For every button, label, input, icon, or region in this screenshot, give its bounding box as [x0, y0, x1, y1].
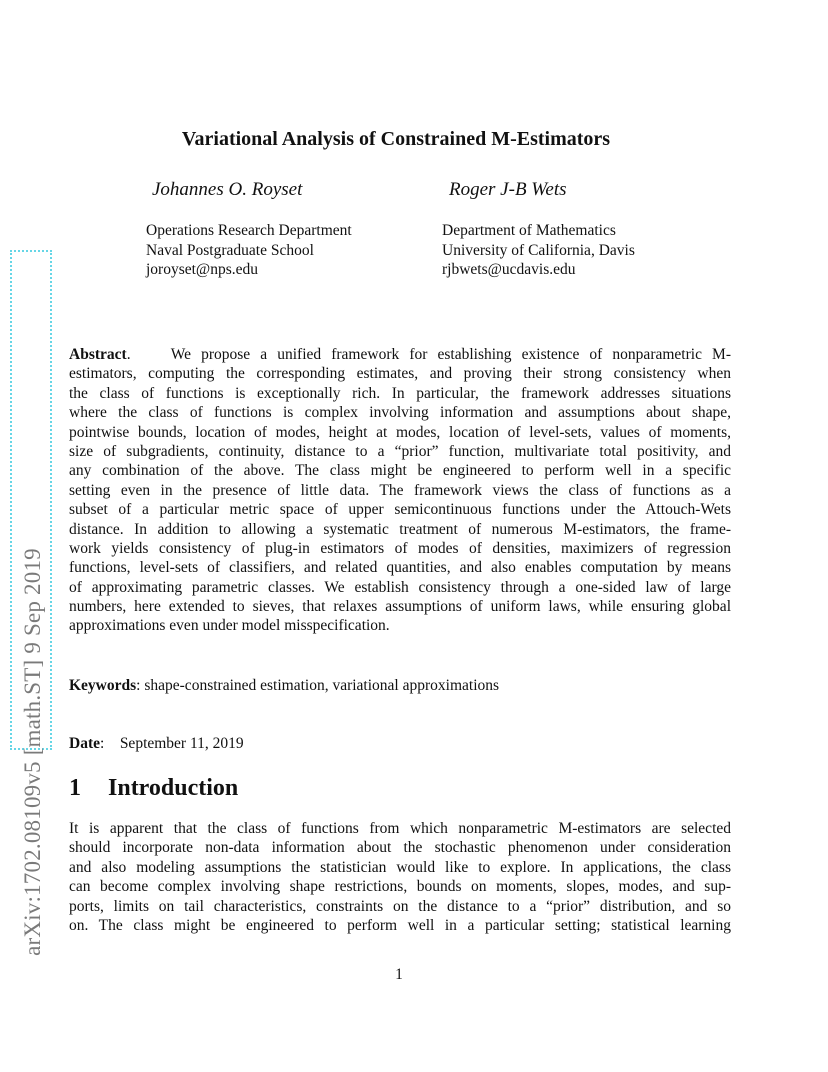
intro-line: should incorporate non-data information about the stochastic phenomenon under consideration — [69, 839, 731, 857]
abstract-line: estimators, computing the corresponding estimates, and proving their strong consistency when — [69, 365, 731, 383]
abstract-line: functions, level-sets of classifiers, and related quantities, and also enables computation by means — [69, 559, 731, 577]
intro-line: on. The class might be engineered to perform well in a particular setting; statistical learning — [69, 916, 731, 934]
paper-title: Variational Analysis of Constrained M-Estimators — [181, 128, 611, 150]
abstract-line: of approximating parametric classes. We establish consistency through a one-sided law of large — [69, 578, 731, 596]
abstract-line: Abstract. We propose a unified framework for establishing existence of nonparametric M- — [69, 346, 731, 363]
author-institution-2: University of California, Davis — [442, 241, 635, 259]
author-institution-1: Naval Postgraduate School — [146, 241, 314, 259]
keywords-text: shape-constrained estimation, variational approximations — [144, 677, 500, 694]
date-text: September 11, 2019 — [119, 735, 244, 752]
author-department-1: Operations Research Department — [146, 222, 352, 239]
abstract-line: setting even in the presence of little data. The framework views the class of functions as a — [69, 481, 731, 499]
author-email-1: joroyset@nps.edu — [146, 261, 258, 278]
abstract-line: where the class of functions is complex involving information and assumptions about shape, — [69, 404, 731, 422]
keywords-label: Keywords — [69, 677, 137, 694]
intro-line: ports, limits on tail characteristics, constraints on the distance to a “prior” distribution, and so — [69, 897, 731, 915]
intro-paragraph — [69, 819, 731, 935]
abstract-line: work yields consistency of plug-in estimators of modes of densities, maximizers of regression — [69, 539, 731, 557]
abstract-line: pointwise bounds, location of modes, height at modes, location of level-sets, values of moments, — [69, 423, 731, 441]
section-title: Introduction — [108, 775, 239, 801]
author-name-2: Roger J-B Wets — [449, 179, 567, 200]
abstract-line: subset of a particular metric space of upper semicontinuous functions under the Attouch-Wets — [69, 501, 731, 519]
abstract-line: any combination of the above. The class might be engineered to perform well in a specific — [69, 462, 731, 480]
intro-line: can become complex involving shape restrictions, bounds on moments, slopes, modes, and sup- — [69, 878, 731, 896]
abstract-line: numbers, here extended to sieves, that relaxes assumptions of uniform laws, while ensuring global — [69, 598, 731, 616]
author-department-2: Department of Mathematics — [442, 222, 616, 239]
date: Date: September 11, 2019 — [69, 735, 244, 752]
abstract-line: distance. In addition to allowing a systematic treatment of numerous M-estimators, the frame- — [69, 520, 731, 538]
abstract-line: approximations even under model misspecification. — [69, 617, 390, 635]
intro-line: and also modeling assumptions the statistician would like to explore. In applications, the class — [69, 858, 731, 876]
author-name-1: Johannes O. Royset — [152, 179, 303, 200]
section-number: 1 — [69, 775, 81, 801]
abstract-line: the class of functions is exceptionally rich. In particular, the framework addresses situations — [69, 384, 731, 402]
abstract-label: Abstract — [69, 346, 127, 363]
page-number: 1 — [395, 966, 403, 983]
abstract — [69, 345, 731, 636]
section-heading — [69, 775, 238, 802]
author-email-2: rjbwets@ucdavis.edu — [442, 261, 576, 278]
abstract-line: size of subgradients, continuity, distance to a “prior” function, multivariate total positivity, and — [69, 442, 731, 460]
author-affiliation-1 — [146, 221, 352, 280]
keywords: Keywords: shape-constrained estimation, variational approximations — [69, 677, 500, 694]
arxiv-stamp-border — [10, 250, 52, 956]
arxiv-stamp: arXiv:1702.08109v5 [math.ST] 9 Sep 2019 — [20, 548, 45, 956]
intro-line: It is apparent that the class of functions from which nonparametric M-estimators are selected — [69, 820, 731, 837]
date-label: Date — [69, 735, 100, 752]
author-affiliation-2 — [442, 221, 635, 280]
